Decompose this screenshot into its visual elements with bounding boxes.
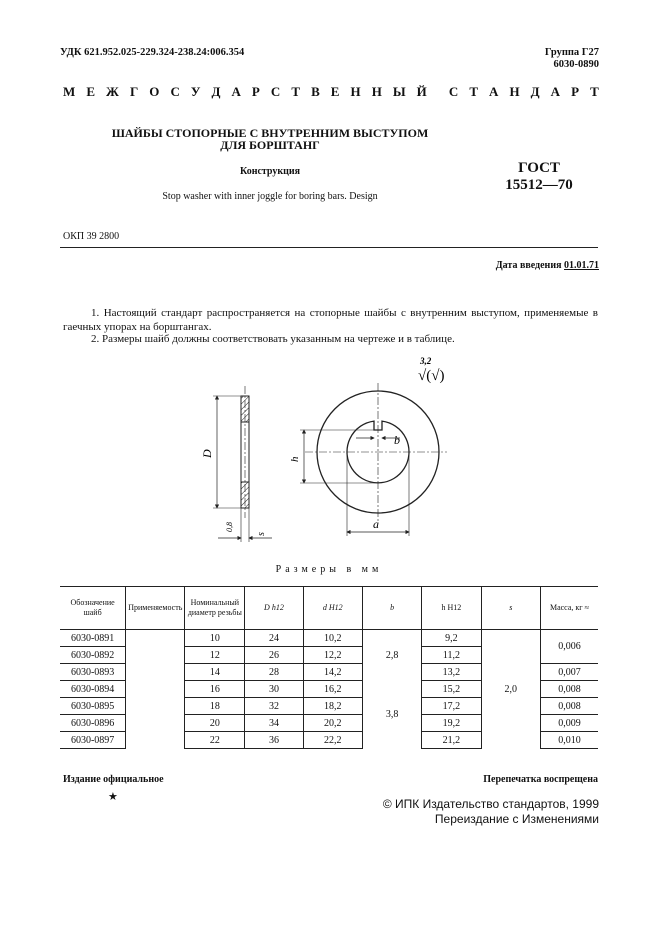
star-icon: ★ (108, 791, 118, 803)
okp-code: ОКП 39 2800 (63, 231, 120, 242)
banner-letter: Т (469, 84, 478, 99)
banner-letter: С (170, 84, 180, 99)
banner-letter: Е (86, 84, 95, 99)
table-caption: Размеры в мм (275, 564, 383, 575)
cell-D: 30 (245, 681, 303, 698)
header-d: d H12 (303, 587, 362, 630)
cell-thread: 18 (185, 698, 245, 715)
roughness-symbol: √(√) (418, 368, 445, 384)
header-code: Обозначение шайб (60, 587, 126, 630)
header-thread: Номинальный диаметр резьбы (185, 587, 245, 630)
cell-thread: 22 (185, 732, 245, 749)
header-b: b (362, 587, 421, 630)
cell-D: 24 (245, 630, 303, 647)
dim-h-label: h (289, 456, 301, 462)
title-line-1: ШАЙБЫ СТОПОРНЫЕ С ВНУТРЕННИМ ВЫСТУПОМ (111, 126, 429, 140)
banner-letter: С (270, 84, 281, 99)
cell-h: 13,2 (422, 664, 481, 681)
official-edition: Издание официальное (63, 774, 164, 785)
cell-h: 15,2 (422, 681, 481, 698)
header-D: D h12 (245, 587, 303, 630)
cell-d: 18,2 (303, 698, 362, 715)
cell-mass: 0,008 (540, 698, 598, 715)
cell-d: 22,2 (303, 732, 362, 749)
copyright-block (383, 797, 599, 827)
cell-D: 28 (245, 664, 303, 681)
banner-letter: Й (416, 84, 427, 99)
date-label: Дата введения (495, 260, 562, 271)
banner-letter: Р (251, 84, 260, 99)
cell-thread: 12 (185, 647, 245, 664)
banner-letter: У (190, 84, 201, 99)
title-line-2: ДЛЯ БОРШТАНГ (220, 138, 320, 152)
banner-letter: А (231, 84, 241, 99)
cell-d: 10,2 (303, 630, 362, 647)
paragraph-1: 1. Настоящий стандарт распространяется на стопорные шайбы с внутренним выступом, применяемые в гаечных упорах на борштангах. (63, 307, 598, 333)
cell-b: 3,8 (362, 681, 421, 749)
paragraph-2: 2. Размеры шайб должны соответствовать указанным на чертеже и в таблице. (91, 333, 455, 345)
banner-letter: Д (211, 84, 221, 99)
cell-s: 2,0 (481, 630, 540, 749)
cell-code: 6030-0892 (60, 647, 126, 664)
cell-D: 26 (245, 647, 303, 664)
banner-letter: Р (571, 84, 580, 99)
cell-code: 6030-0896 (60, 715, 126, 732)
banner-letter: Н (350, 84, 361, 99)
dim-b-label: b (394, 433, 400, 447)
cell-D: 32 (245, 698, 303, 715)
side-view (200, 386, 272, 542)
header-s: s (481, 587, 540, 630)
cell-thread: 14 (185, 664, 245, 681)
banner-letter: Т (590, 84, 599, 99)
gost-number: 15512—70 (505, 177, 573, 193)
copyright-line: © ИПК Издательство стандартов, 1999 (382, 797, 599, 811)
banner-letter: О (149, 84, 160, 99)
cell-thread: 16 (185, 681, 245, 698)
header-mass: Масса, кг ≈ (540, 587, 598, 630)
banner-letter: В (311, 84, 320, 99)
cell-h: 19,2 (422, 715, 481, 732)
banner-letter: Н (371, 84, 382, 99)
cell-code: 6030-0895 (60, 698, 126, 715)
dim-thin-label: 0,8 (225, 522, 234, 532)
header-applicability: Применяемость (126, 587, 185, 630)
cell-thread: 10 (185, 630, 245, 647)
banner-letter: С (448, 84, 459, 99)
cell-code: 6030-0893 (60, 664, 126, 681)
front-view (289, 383, 447, 536)
udk-code: УДК 621.952.025-229.324-238.24:006.354 (60, 47, 245, 58)
header-h: h H12 (422, 587, 481, 630)
cell-code: 6030-0894 (60, 681, 126, 698)
cell-applicability (126, 630, 185, 749)
table-header-row (60, 587, 598, 630)
group-line-1: Группа Г27 (544, 47, 599, 58)
cell-b: 2,8 (362, 630, 421, 681)
banner-letter: М (63, 84, 76, 99)
roughness-value: 3,2 (420, 356, 432, 366)
cell-code: 6030-0897 (60, 732, 126, 749)
date-value: 01.01.71 (564, 260, 599, 271)
dim-s-label: s (256, 532, 267, 536)
banner-letter: Д (530, 84, 540, 99)
cell-D: 36 (245, 732, 303, 749)
document-subtitle: Конструкция (239, 166, 301, 177)
group-line-2: 6030-0890 (553, 59, 599, 70)
cell-D: 34 (245, 715, 303, 732)
reissue-line: Переиздание с Изменениями (434, 812, 599, 826)
cell-h: 21,2 (422, 732, 481, 749)
dimensions-table (60, 586, 598, 749)
banner-letter: Т (291, 84, 301, 99)
english-title: Stop washer with inner joggle for boring bars. Design (162, 191, 378, 202)
gost-label: ГОСТ (518, 160, 560, 176)
cell-d: 20,2 (303, 715, 362, 732)
cell-thread: 20 (185, 715, 245, 732)
banner-letter: Н (509, 84, 520, 99)
banner-letter: Г (129, 84, 139, 99)
banner-letter: Е (330, 84, 340, 99)
cell-h: 11,2 (422, 647, 481, 664)
cell-code: 6030-0891 (60, 630, 126, 647)
banner-letter: Ж (106, 84, 119, 99)
table-row (60, 630, 598, 647)
cell-h: 17,2 (422, 698, 481, 715)
banner-letter: Ы (392, 84, 406, 99)
banner-letter: А (550, 84, 561, 99)
cell-mass: 0,007 (540, 664, 598, 681)
cell-mass: 0,009 (540, 715, 598, 732)
cell-mass: 0,006 (540, 630, 598, 664)
cell-mass: 0,008 (540, 681, 598, 698)
cell-mass: 0,010 (540, 732, 598, 749)
cell-d: 16,2 (303, 681, 362, 698)
banner-letter: А (489, 84, 499, 99)
cell-d: 14,2 (303, 664, 362, 681)
reprint-prohibited: Перепечатка воспрещена (483, 774, 598, 785)
cell-h: 9,2 (422, 630, 481, 647)
dim-D-label: D (200, 449, 214, 458)
cell-d: 12,2 (303, 647, 362, 664)
dim-a-label: a (373, 517, 379, 531)
